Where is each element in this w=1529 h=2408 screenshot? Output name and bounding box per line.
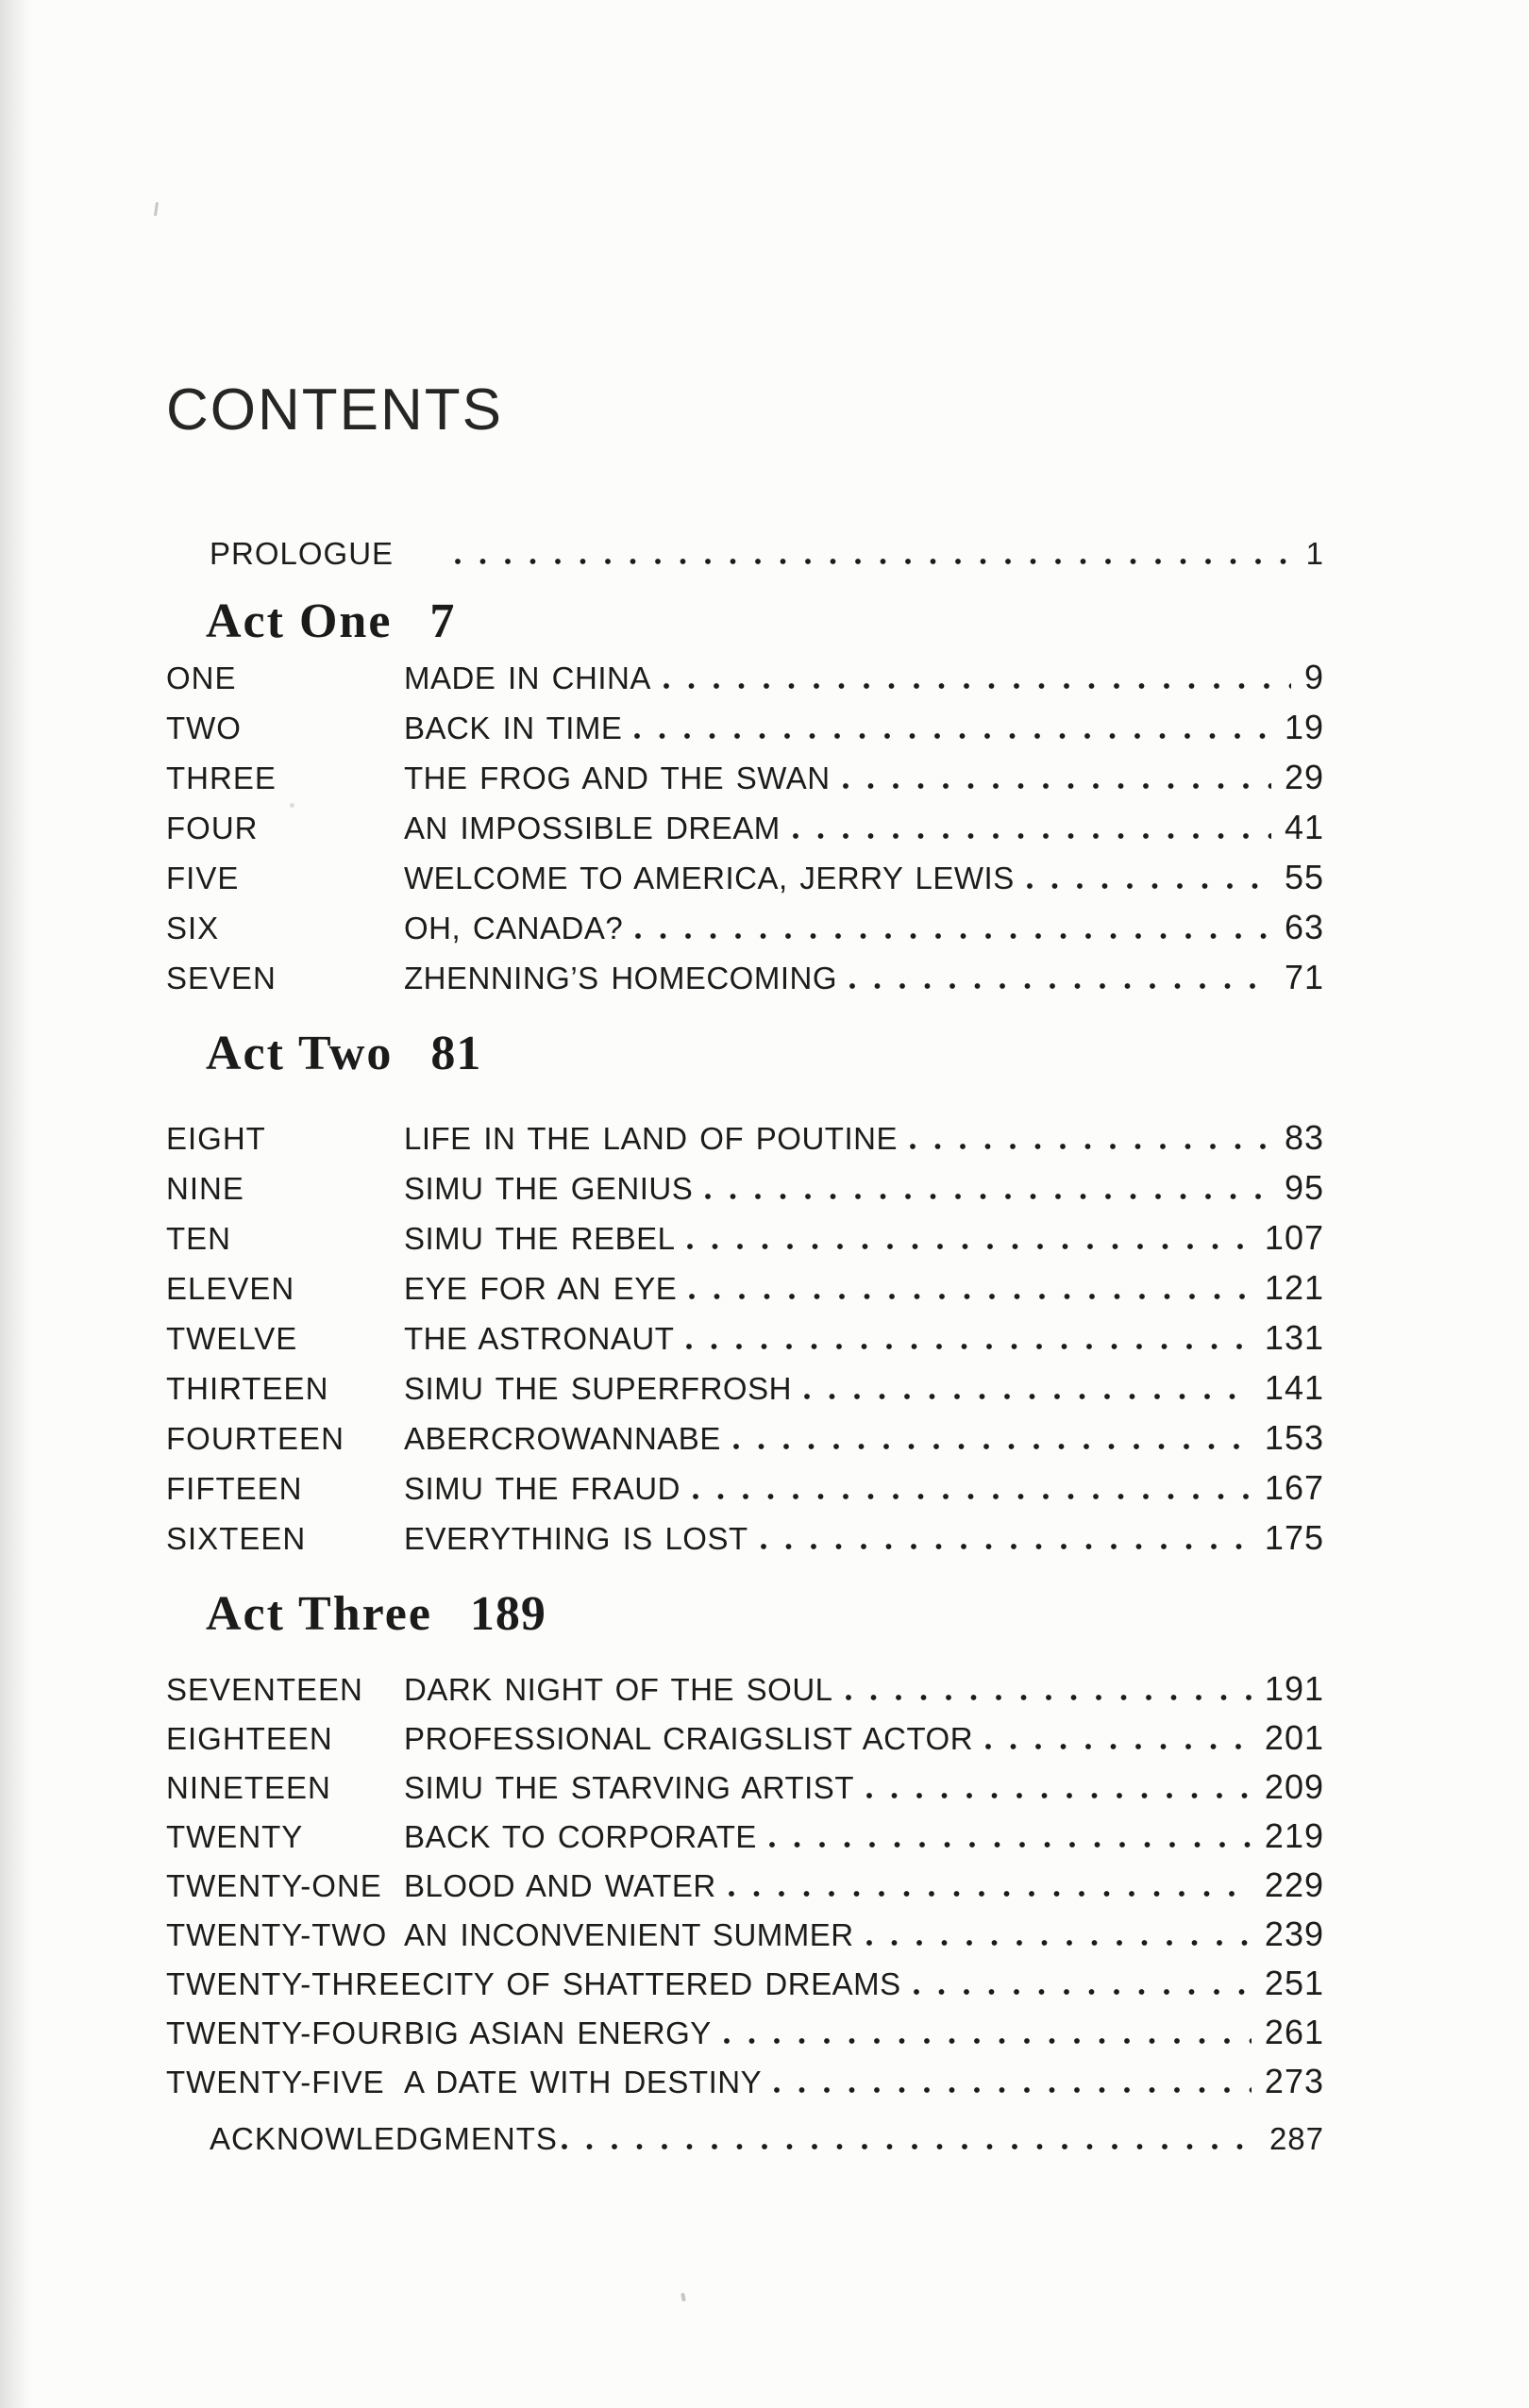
chapter-title: ZHENNING’S HOMECOMING [404,961,837,995]
chapter-title: CITY OF SHATTERED DREAMS [422,1966,901,2001]
act-three-chapter-list [166,1669,1324,2114]
dot-leader [733,1444,1252,1449]
act-start-page: 81 [430,1027,482,1080]
page-number: 95 [1284,1168,1324,1207]
chapter-label: TWENTY-ONE [166,1868,382,1903]
page-number: 55 [1284,858,1324,896]
page-number: 141 [1264,1368,1324,1407]
page-number: 191 [1264,1669,1324,1708]
page-number: 83 [1284,1118,1324,1157]
prologue-row [210,538,1324,588]
chapter-title: BACK IN TIME [404,711,623,745]
dot-leader [686,1344,1252,1349]
chapter-title: SIMU THE GENIUS [404,1171,694,1206]
act-two-chapter-list [166,1118,1324,1571]
page-number: 41 [1284,808,1324,846]
page-number: 251 [1264,1964,1324,2002]
chapter-title: AN IMPOSSIBLE DREAM [404,811,781,845]
chapter-label: THREE [166,761,277,795]
chapter-title: THE FROG AND THE SWAN [404,761,831,795]
page-number: 229 [1264,1865,1324,1904]
page-number: 209 [1264,1767,1324,1806]
page-number: 71 [1284,958,1324,996]
dot-leader [866,1940,1252,1946]
chapter-title: AN INCONVENIENT SUMMER [404,1917,854,1952]
chapter-row [166,1518,1324,1571]
chapter-label: TWELVE [166,1321,298,1356]
chapter-title: EVERYTHING IS LOST [404,1521,748,1556]
dot-leader [866,1793,1252,1798]
chapter-row [166,1718,1324,1770]
chapter-title: EYE FOR AN EYE [404,1271,678,1306]
page-number: 131 [1264,1318,1324,1357]
chapter-row [166,1418,1324,1471]
chapter-label: EIGHT [166,1121,266,1156]
page-number: 63 [1284,908,1324,946]
dot-leader [687,1244,1251,1249]
chapter-label: NINETEEN [166,1770,331,1805]
dot-leader [729,1891,1252,1897]
page-number: 287 [1269,2121,1324,2156]
dot-leader [804,1394,1252,1399]
scan-artifact [680,2293,686,2302]
chapter-label: TWENTY-THREE [166,1966,423,2001]
chapter-title: SIMU THE FRAUD [404,1471,680,1506]
act-start-page: 7 [429,594,456,648]
chapter-title: DARK NIGHT OF THE SOUL [404,1672,833,1707]
page-number: 273 [1264,2062,1324,2100]
chapter-title: SIMU THE SUPERFROSH [404,1371,792,1406]
chapter-title: BIG ASIAN ENERGY [404,2015,712,2050]
chapter-title: SIMU THE REBEL [404,1221,676,1256]
chapter-row [166,808,1324,861]
chapter-row [166,1966,1324,2015]
chapter-label: FOUR [166,811,259,845]
page-number: 121 [1264,1268,1324,1307]
chapter-row [166,1468,1324,1521]
acknowledgments-row [210,2123,1324,2173]
chapter-row [166,1368,1324,1421]
act-one-chapter-list [166,658,1324,1011]
chapter-row [166,1318,1324,1371]
dot-leader [761,1544,1252,1549]
chapter-label: THIRTEEN [166,1371,329,1406]
chapter-label: TWENTY [166,1819,304,1854]
chapter-row [166,908,1324,961]
page-number: 153 [1264,1418,1324,1457]
page-number: 175 [1264,1518,1324,1557]
chapter-label: FOURTEEN [166,1421,344,1456]
dot-leader [769,1842,1252,1848]
dot-leader [693,1494,1252,1499]
chapter-row [166,958,1324,1011]
page-number: 167 [1264,1468,1324,1507]
act-heading-text: Act Three [206,1587,432,1641]
chapter-label: ELEVEN [166,1271,295,1306]
chapter-label: FIVE [166,861,240,895]
page-number: 19 [1284,708,1324,746]
chapter-label: FIFTEEN [166,1471,303,1506]
chapter-label: ONE [166,661,237,695]
chapter-label: SEVENTEEN [166,1672,363,1707]
dot-leader [910,1144,1271,1149]
dot-leader [455,559,1302,564]
page-number: 201 [1264,1718,1324,1757]
chapter-label: TWO [166,711,242,745]
page-number: 107 [1264,1218,1324,1257]
act-start-page: 189 [469,1587,546,1641]
act-heading-text: Act Two [206,1027,394,1080]
chapter-row [166,1767,1324,1819]
dot-leader [724,2038,1252,2044]
dot-leader [1027,883,1271,889]
chapter-label: TEN [166,1221,231,1256]
chapter-row [166,1865,1324,1917]
act-one-heading [206,596,455,648]
chapter-row [166,2062,1324,2114]
chapter-title: SIMU THE STARVING ARTIST [404,1770,854,1805]
dot-leader [562,2144,1256,2149]
chapter-label: SIX [166,911,220,945]
chapter-row [166,1118,1324,1171]
scan-artifact [154,202,159,216]
chapter-label: TWENTY-FIVE [166,2065,385,2099]
chapter-label: TWENTY-FOUR [166,2015,404,2050]
act-heading-text: Act One [206,594,393,648]
chapter-label: SEVEN [166,961,277,995]
dot-leader [705,1194,1271,1199]
page-number: 239 [1264,1915,1324,1953]
chapter-label: EIGHTEEN [166,1721,333,1756]
chapter-row [166,1268,1324,1321]
dot-leader [849,983,1271,989]
dot-leader [689,1294,1252,1299]
chapter-row [166,1917,1324,1966]
chapter-row [166,1669,1324,1721]
dot-leader [914,1989,1252,1995]
act-two-heading [206,1028,481,1080]
dot-leader [634,733,1271,739]
prologue-label: PROLOGUE [210,536,395,571]
chapter-row [166,858,1324,911]
dot-leader [664,683,1291,689]
chapter-title: A DATE WITH DESTINY [404,2065,763,2099]
chapter-title: MADE IN CHINA [404,661,651,695]
chapter-row [166,2015,1324,2065]
chapter-title: OH, CANADA? [404,911,624,945]
chapter-label: SIXTEEN [166,1521,307,1556]
chapter-row [166,708,1324,761]
page-number: 29 [1284,758,1324,796]
chapter-row [166,758,1324,811]
page-title: CONTENTS [166,377,503,443]
dot-leader [793,833,1271,839]
page-number: 1 [1305,536,1324,571]
dot-leader [774,2087,1252,2093]
dot-leader [843,783,1271,789]
acknowledgments-label: ACKNOWLEDGMENTS [210,2121,558,2156]
chapter-title: BACK TO CORPORATE [404,1819,757,1854]
chapter-title: THE ASTRONAUT [404,1321,675,1356]
chapter-row [166,1218,1324,1271]
page-number: 261 [1264,2013,1324,2051]
chapter-title: LIFE IN THE LAND OF POUTINE [404,1121,898,1156]
chapter-row [166,658,1324,711]
dot-leader [985,1744,1252,1749]
chapter-title: ABERCROWANNABE [404,1421,721,1456]
act-three-heading [206,1589,546,1641]
chapter-title: WELCOME TO AMERICA, JERRY LEWIS [404,861,1015,895]
page-number: 219 [1264,1816,1324,1855]
chapter-title: BLOOD AND WATER [404,1868,716,1903]
chapter-label: NINE [166,1171,244,1206]
paper-edge-shadow [0,0,32,2408]
dot-leader [635,933,1271,939]
page-number: 9 [1303,658,1324,696]
chapter-row [166,1816,1324,1868]
chapter-row [166,1168,1324,1221]
chapter-label: TWENTY-TWO [166,1917,388,1952]
dot-leader [846,1695,1252,1700]
chapter-title: PROFESSIONAL CRAIGSLIST ACTOR [404,1721,974,1756]
